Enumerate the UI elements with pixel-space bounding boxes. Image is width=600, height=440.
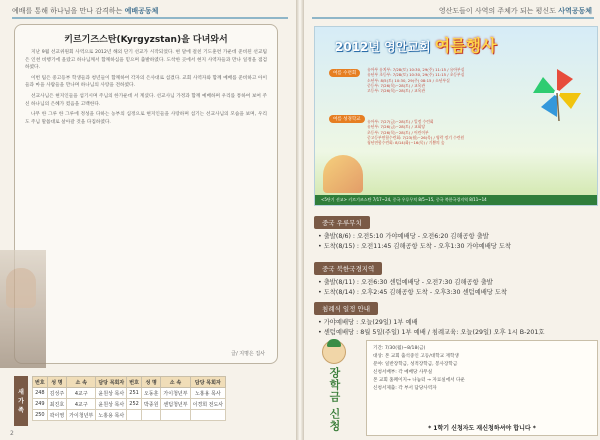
cell: 250	[33, 410, 48, 421]
article-paragraph: 선교사님은 현지인들을 섬기시며 주님의 한가운데 서 계셨다. 선교사님 가정과 함께 예배하며 우리를 통하여 보여 주신 하나님의 은혜가 컸음을 고백한다.	[25, 93, 267, 107]
new-family-label	[14, 376, 28, 426]
list-item: 대상: 본 교회 출석중인 고등/대학교 재학생	[373, 354, 459, 359]
section-body	[314, 278, 596, 298]
col-header: 성 명	[47, 377, 67, 388]
article-paragraph: 지난 9월 선교위원회 사역으로 2012년 해외 단기 선교가 시작되었다. 현 달에 걸친 기도훈련 가운데 준비된 선교팀은 인천 비행기에 올랐고 하나님께서 함께하심을 믿으며 출발하였다. 도착한 곳에서 현지 사역자들과 만나 일정을 점검하였다.	[25, 50, 267, 71]
student-avatar-icon	[322, 340, 346, 364]
list-item: 본 교회 홈페이지→ 나눔터 → 자료실에서 다운	[373, 378, 465, 383]
article-photo	[0, 250, 46, 368]
article-title: 키르기즈스탄(Kyrgyzstan)을 다녀와서	[64, 35, 228, 45]
list-item: 유아부: 7/27(금)~28(토) / 일정 수련회	[367, 119, 434, 124]
article-signature: 글/ 지명은 집사	[231, 351, 265, 357]
list-item: 유아부 유치부: 7/28(토) 10:30, 29(주) 11:15 / 유아부실	[367, 67, 465, 72]
cell: 249	[33, 399, 48, 410]
list-item: 신청서배부: 각 예배당 사무실	[373, 370, 433, 375]
hand-image	[6, 268, 36, 308]
cell: 251	[127, 388, 142, 399]
right-page	[304, 0, 600, 440]
col-header: 번호	[33, 377, 48, 388]
list-item: 기간: 7/30(월)~8/18(금)	[373, 346, 426, 351]
article-body	[15, 45, 277, 126]
list-item: 고등부: 7/26(목)~28(토) / 교육관	[367, 88, 425, 94]
cell: 박종원	[141, 399, 161, 410]
schedule-line: • 출발(8/6) : 오전5:10 가야예배당 - 오전6:20 김해공항 출발	[318, 233, 489, 240]
cell	[190, 410, 226, 421]
label-char: 족	[18, 406, 24, 414]
cell: 가이청년부	[67, 410, 96, 421]
page-number: 2	[10, 430, 14, 437]
cell: 김성주	[47, 388, 67, 399]
table-row	[33, 399, 226, 410]
list-item: 청년연합수련회: 8/14(화)~16(목) / 기쁨의 숲	[367, 140, 445, 146]
left-page	[0, 0, 296, 440]
new-family-table	[32, 376, 226, 421]
cell: 252	[127, 399, 142, 410]
cell: 가이청년부	[161, 388, 190, 399]
poster-title-church: 2012년 영안교회	[335, 40, 431, 54]
poster-mission-tape: <5단기 선교> 키르기즈스탄 7/17~24, 중국 우루무치 8/5~15, 중국 북한국경지역 8/11~14	[315, 195, 598, 205]
section-heading: 중국 우루무치	[314, 216, 370, 229]
urumqi-section	[314, 210, 596, 252]
cell: 오동훈	[141, 388, 161, 399]
table-row	[33, 388, 226, 399]
border-section	[314, 256, 596, 298]
cell: 노홍용 목사	[96, 410, 127, 421]
right-header	[439, 6, 592, 16]
summer-events-poster	[314, 26, 598, 206]
article-paragraph: 나무 한 그루 한 그루에 정성을 다하는 농부의 심정으로 현지인들을 사랑하며 섬기는 선교사님의 모습을 보며, 우리도 주님 말씀대로 살아갈 것을 다짐하였다.	[25, 112, 267, 125]
schedule-line: • 출발(8/11) : 오전6:30 센텀예배당 - 오전7:30 김해공항 출발	[318, 279, 493, 286]
col-header: 소 속	[161, 377, 190, 388]
list-item: 유년부 초등부: 7/28(토) 10:30, 29(주) 11:15 / 초등부실	[367, 72, 465, 78]
cell: 4교구	[67, 388, 96, 399]
children-illustration	[323, 155, 363, 193]
scholarship-list	[373, 345, 597, 393]
new-family-section	[14, 368, 288, 432]
cell: 4교구	[67, 399, 96, 410]
cell: 최진호	[47, 399, 67, 410]
list-item: 중고등부연합수련회: 7/23(월)~26(목) / 영락 정기 수련원	[367, 134, 465, 140]
schedule-line: • 가야예배당 : 오늘(29일) 1부 예배	[318, 319, 418, 326]
label-char: 새	[18, 388, 24, 396]
section-heading: 중국 북한국경지역	[314, 262, 382, 275]
schedule-line: • 도착(8/15) : 오전11:45 김해공항 도착 - 오후1:30 가야예배당 도착	[318, 243, 512, 250]
col-header: 담당 목회자	[96, 377, 127, 388]
cell	[161, 410, 190, 421]
bible-school-badge: 여름 성경학교	[329, 115, 365, 123]
pinwheel-icon	[529, 65, 585, 121]
article-paragraph: 이번 팀은 중고등부 학생들과 청년들이 함께하여 각자의 은사대로 섬겼다. 교회 사역자와 함께 예배를 준비하고 아이들과 마을 사람들을 만나며 하나님의 사랑을 전하였다.	[25, 75, 267, 89]
list-item: 소년부: 8/5(토) 10:30, 29(주) 08:15 / 소년부실	[367, 77, 450, 83]
right-header-text: 영산도들이 사역의 주체가 되는 평신도	[438, 7, 556, 15]
scholarship-title: 장학금 신청	[328, 367, 341, 432]
cell: 윤원상 목사	[96, 388, 127, 399]
col-header: 번호	[127, 377, 142, 388]
scholarship-section	[314, 340, 596, 436]
scholarship-info-box	[366, 340, 598, 436]
retreat-badge: 여름 수련회	[329, 69, 360, 77]
scholarship-label	[316, 340, 352, 436]
section-body	[314, 232, 596, 252]
cell: 곽이영	[47, 410, 67, 421]
retreat-list	[367, 67, 464, 93]
left-header-strong: 예배공동체	[124, 7, 159, 15]
cell: 센텀청년부	[161, 399, 190, 410]
cell: 노홍용 목사	[190, 388, 226, 399]
label-char: 가	[18, 397, 24, 405]
cell	[127, 410, 142, 421]
col-header: 담당 목회자	[190, 377, 226, 388]
list-item: 신청서제출: 각 부서 담당사역자	[373, 386, 437, 391]
table-row	[33, 410, 226, 421]
left-header-rule	[12, 17, 288, 19]
list-item: 유년부: 7/26(금)~28(토) / 교회당	[367, 124, 425, 130]
cell: 윤원상 목사	[96, 399, 127, 410]
mission-article	[14, 24, 278, 364]
table-header-row	[33, 377, 226, 388]
bible-school-list	[367, 119, 464, 145]
right-header-strong: 사역공동체	[558, 7, 592, 15]
left-header-text: 예배를 통해 하나님을 만나 감격하는	[12, 7, 123, 15]
section-body	[314, 318, 596, 338]
list-item: 초등부: 7/26(목)~28(토) / 어린이부	[367, 129, 429, 135]
left-header	[12, 6, 158, 16]
col-header: 소 속	[67, 377, 96, 388]
right-header-rule	[312, 17, 594, 19]
list-item: 분야: 일반장학금, 성적장학금, 봉사장학금	[373, 362, 458, 367]
cell: 248	[33, 388, 48, 399]
schedule-line: • 센텀예배당 : 8월 5일(주일) 1부 예배 / 침례교육: 오늘(29일) 오후 1시 B-201호	[318, 329, 545, 336]
schedule-line: • 도착(8/14) : 오후2:45 김해공항 도착 - 오후3:30 센텀예배당 도착	[318, 289, 508, 296]
cell: 이경희 전도사	[190, 399, 226, 410]
scholarship-note: * 1학기 신청자도 재신청하셔야 합니다 *	[428, 425, 536, 432]
col-header: 성 명	[141, 377, 161, 388]
list-item: 중등부: 7/26(목)~28(토) / 교육관	[367, 82, 425, 88]
cell	[141, 410, 161, 421]
book-spine	[296, 0, 304, 440]
section-heading: 침례식 일정 안내	[314, 302, 378, 315]
poster-title	[335, 33, 497, 56]
baptism-section	[314, 296, 596, 338]
poster-title-events: 여름행사	[434, 36, 497, 55]
